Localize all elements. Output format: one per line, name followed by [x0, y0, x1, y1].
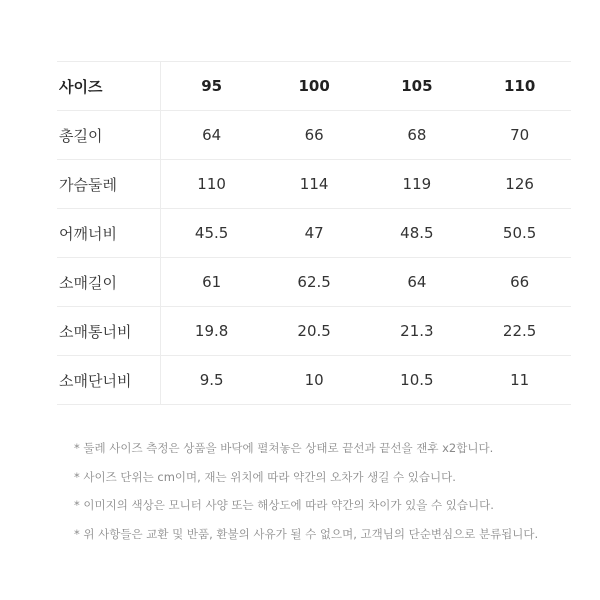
table-cell: 19.8 — [160, 307, 263, 356]
table-cell: 68 — [366, 111, 469, 160]
row-label-sleeve-width: 소매통너비 — [57, 307, 160, 356]
row-label-shoulder: 어깨너비 — [57, 209, 160, 258]
header-size-110: 110 — [468, 62, 571, 111]
table-cell: 64 — [366, 258, 469, 307]
table-cell: 70 — [468, 111, 571, 160]
table-cell: 22.5 — [468, 307, 571, 356]
table-cell: 47 — [263, 209, 366, 258]
table-cell: 10.5 — [366, 356, 469, 405]
table-cell: 110 — [160, 160, 263, 209]
table-cell: 66 — [263, 111, 366, 160]
table-cell: 62.5 — [263, 258, 366, 307]
note-unit: * 사이즈 단위는 cm이며, 재는 위치에 따라 약간의 오차가 생길 수 있습니다. — [74, 469, 456, 484]
notes-list — [74, 438, 584, 552]
table-cell: 61 — [160, 258, 263, 307]
row-label-chest: 가슴둘레 — [57, 160, 160, 209]
table-cell: 11 — [468, 356, 571, 405]
table-row — [57, 160, 571, 209]
table-cell: 21.3 — [366, 307, 469, 356]
table-row — [57, 111, 571, 160]
header-size-100: 100 — [263, 62, 366, 111]
table-row — [57, 356, 571, 405]
table-cell: 64 — [160, 111, 263, 160]
table-row — [57, 209, 571, 258]
note-color: * 이미지의 색상은 모니터 사양 또는 해상도에 따라 약간의 차이가 있을 수 있습니다. — [74, 498, 494, 512]
note-return-policy: * 위 사항들은 교환 및 반품, 환불의 사유가 될 수 없으며, 고객님의 단순변심으로 분류됩니다. — [74, 526, 539, 541]
table-cell: 48.5 — [366, 209, 469, 258]
note-measurement: * 둘레 사이즈 측정은 상품을 바닥에 펼쳐놓은 상태로 끝선과 끝선을 잰후 x2합니다. — [74, 441, 494, 455]
table-cell: 66 — [468, 258, 571, 307]
table-cell: 20.5 — [263, 307, 366, 356]
table-cell: 114 — [263, 160, 366, 209]
table-cell: 126 — [468, 160, 571, 209]
table-row — [57, 307, 571, 356]
row-label-cuff-width: 소매단너비 — [57, 356, 160, 405]
table-cell: 10 — [263, 356, 366, 405]
row-label-sleeve-length: 소매길이 — [57, 258, 160, 307]
table-row — [57, 258, 571, 307]
table-header-row — [57, 62, 571, 111]
header-size-95: 95 — [160, 62, 263, 111]
row-label-total-length: 총길이 — [57, 111, 160, 160]
table-cell: 50.5 — [468, 209, 571, 258]
header-size-105: 105 — [366, 62, 469, 111]
size-table — [57, 61, 571, 405]
table-cell: 45.5 — [160, 209, 263, 258]
table-cell: 119 — [366, 160, 469, 209]
table-cell: 9.5 — [160, 356, 263, 405]
header-size-label: 사이즈 — [57, 62, 160, 111]
